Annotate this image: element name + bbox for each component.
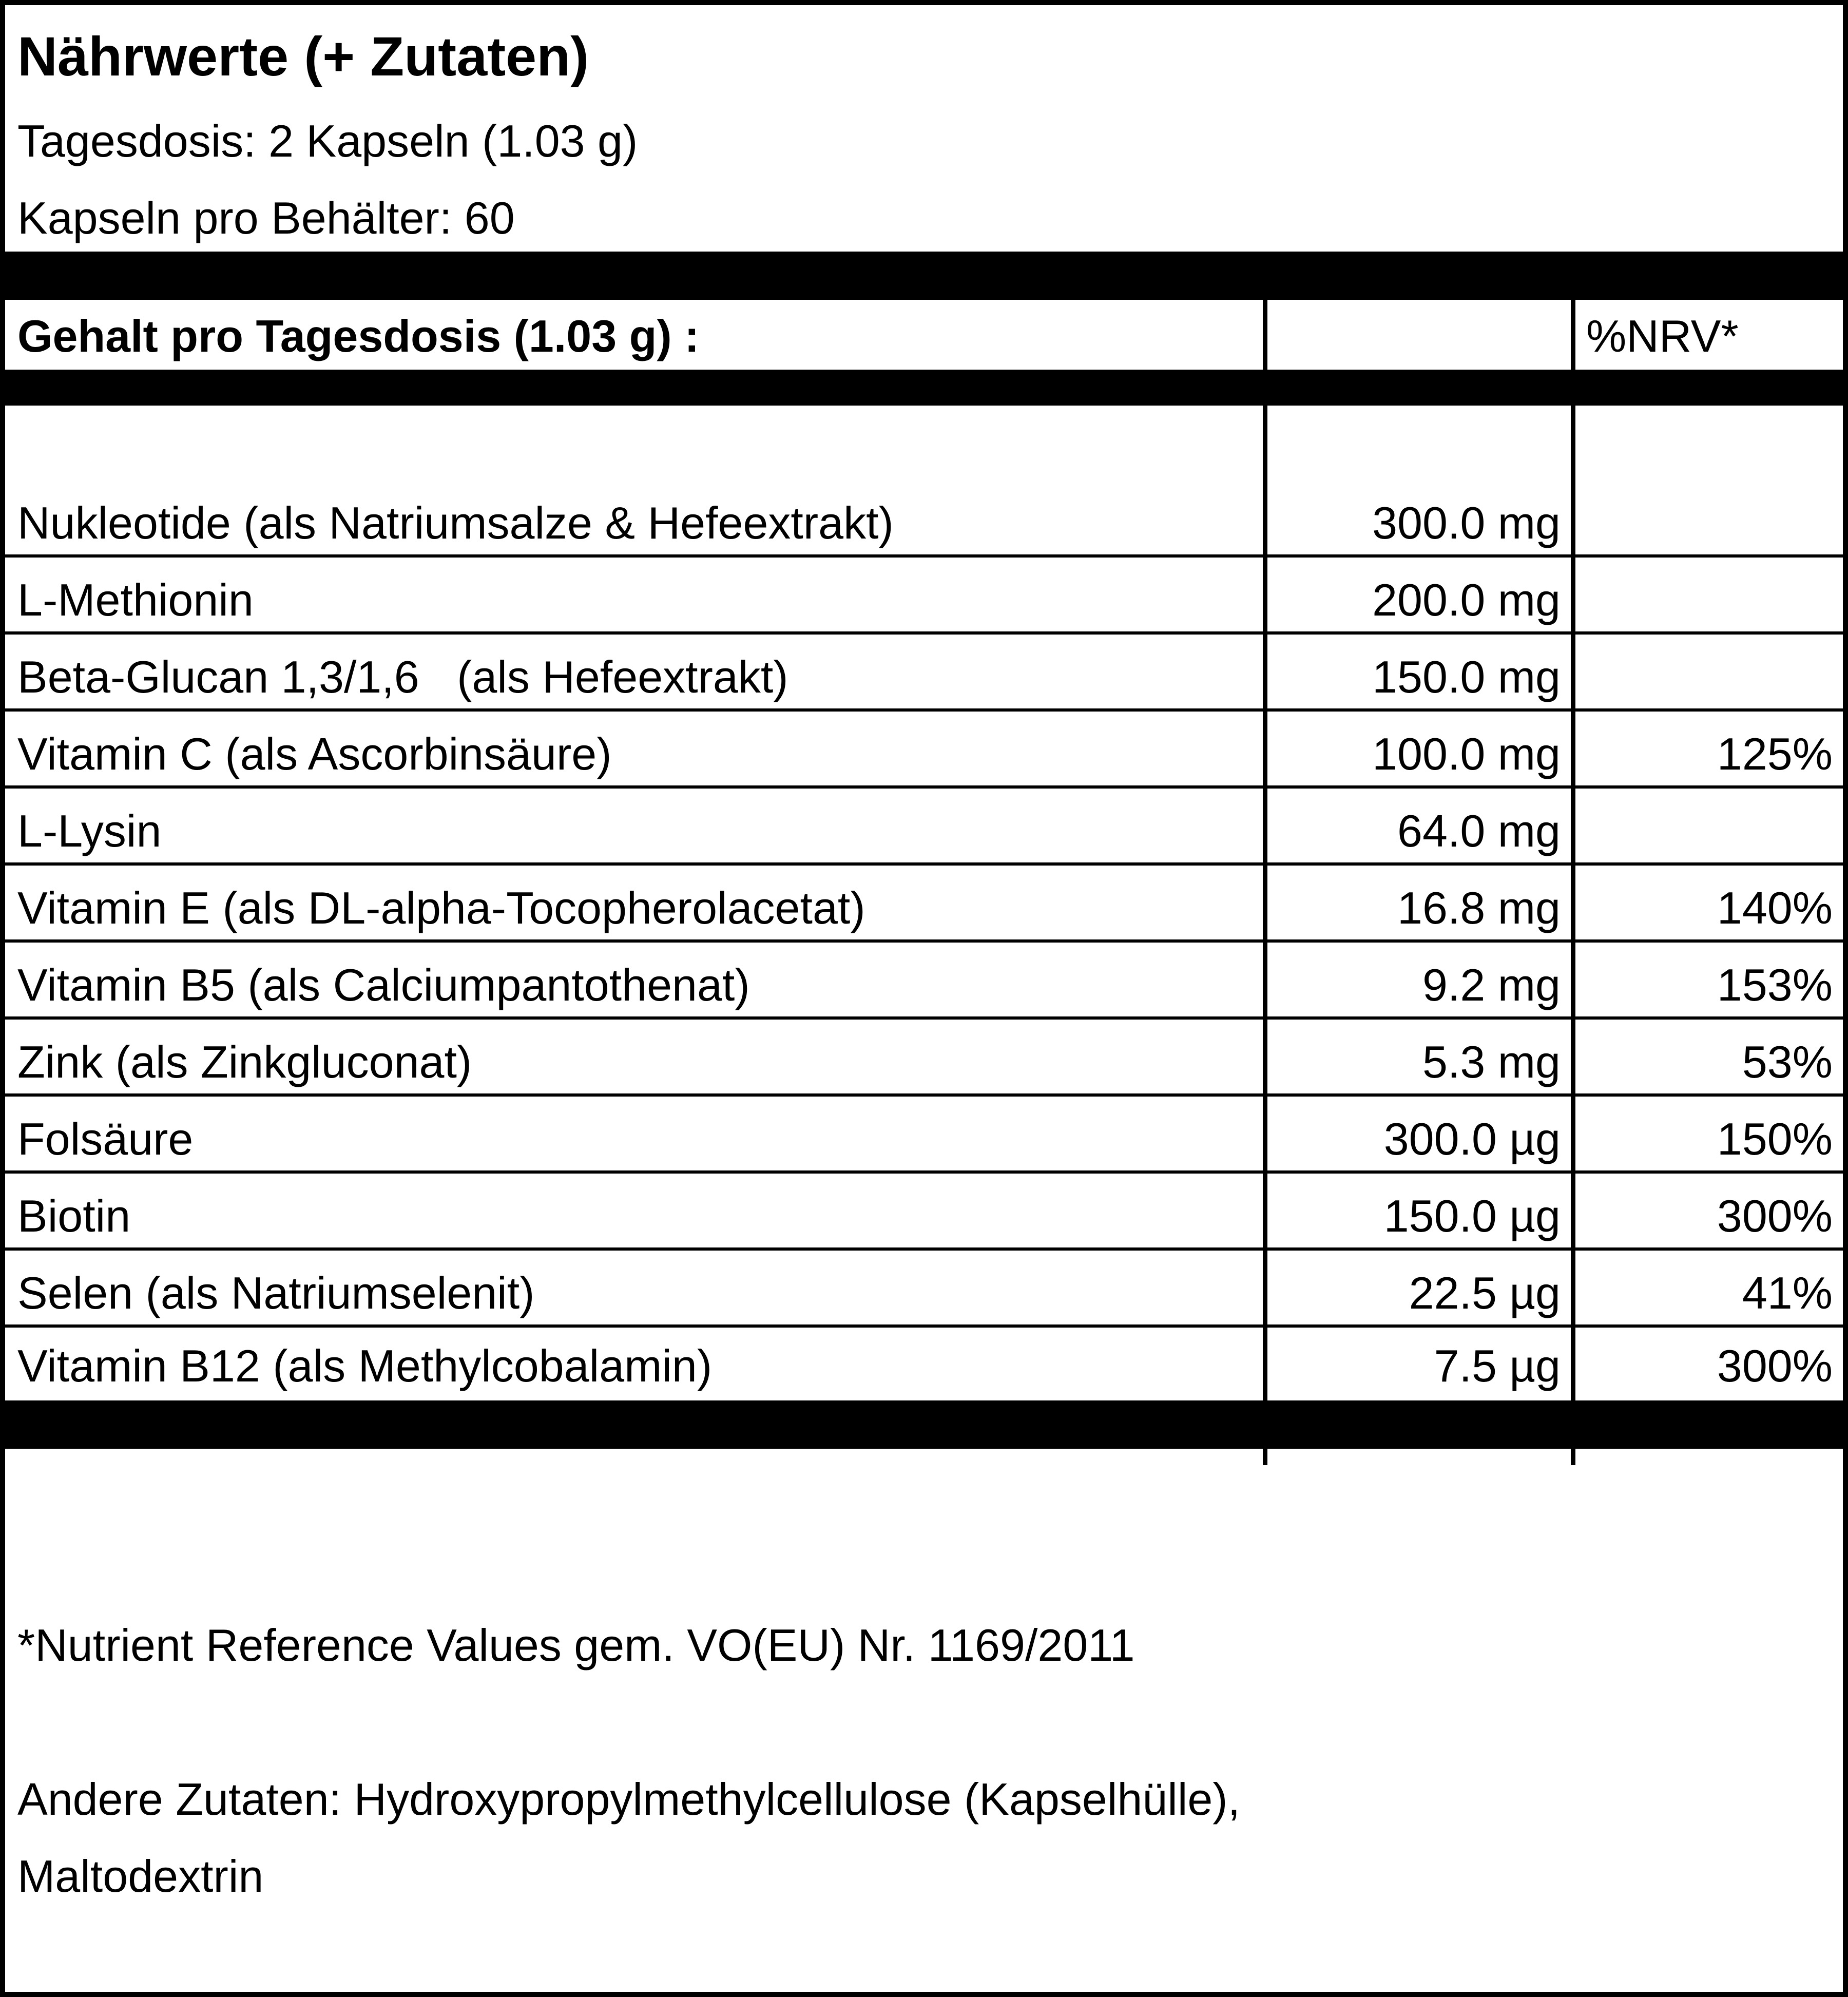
nutrient-nrv: 125% (1717, 728, 1833, 779)
divider-bar-top (0, 252, 1848, 300)
nutrient-amount: 5.3 mg (1422, 1036, 1561, 1087)
nrv-footnote: *Nutrient Reference Values gem. VO(EU) Nr. 1169/2011 (17, 1620, 1135, 1670)
nutrient-name: Nukleotide (als Natriumsalze & Hefeextrakt) (17, 497, 894, 548)
nutrient-name: Vitamin B12 (als Methylcobalamin) (17, 1340, 713, 1391)
nutrient-nrv: 300% (1717, 1190, 1833, 1241)
column-divider-stub (1263, 1448, 1267, 1465)
column-divider (1571, 404, 1575, 1401)
nutrient-amount: 64.0 mg (1397, 805, 1561, 856)
nutrient-name: Beta-Glucan 1,3/1,6 (als Hefeextrakt) (17, 651, 788, 702)
divider-bar-bottom (0, 1400, 1848, 1449)
nutrient-amount: 150.0 µg (1383, 1190, 1561, 1241)
daily-dose-text: Tagesdosis: 2 Kapseln (1.03 g) (17, 116, 638, 166)
nutrient-name: L-Methionin (17, 574, 254, 625)
column-divider (1263, 298, 1267, 371)
nutrient-amount: 300.0 mg (1372, 497, 1561, 548)
nutrient-nrv: 140% (1717, 882, 1833, 933)
nutrient-nrv: 153% (1717, 959, 1833, 1010)
nutrient-name: Vitamin C (als Ascorbinsäure) (17, 728, 612, 779)
nutrient-amount: 200.0 mg (1372, 574, 1561, 625)
capsules-per-container-text: Kapseln pro Behälter: 60 (17, 193, 515, 243)
nutrient-nrv: 150% (1717, 1113, 1833, 1164)
column-divider (1263, 404, 1267, 1401)
nutrient-nrv: 300% (1717, 1340, 1833, 1391)
column-divider (1571, 298, 1575, 371)
nutrient-name: L-Lysin (17, 805, 162, 856)
nutrient-amount: 150.0 mg (1372, 651, 1561, 702)
nutrient-amount: 100.0 mg (1372, 728, 1561, 779)
table-header-label: Gehalt pro Tagesdosis (1.03 g) : (17, 311, 700, 361)
nutrient-nrv: 53% (1742, 1036, 1833, 1087)
nutrient-name: Selen (als Natriumselenit) (17, 1268, 535, 1318)
nutrient-nrv: 41% (1742, 1268, 1833, 1318)
table-header-nrv: %NRV* (1586, 311, 1739, 361)
other-ingredients-line-1: Andere Zutaten: Hydroxypropylmethylcellulose (Kapselhülle), (17, 1774, 1241, 1825)
nutrient-amount: 7.5 µg (1434, 1340, 1561, 1391)
nutrient-name: Vitamin B5 (als Calciumpantothenat) (17, 959, 750, 1010)
nutrient-name: Biotin (17, 1190, 131, 1241)
nutrient-amount: 16.8 mg (1397, 882, 1561, 933)
label-title: Nährwerte (+ Zutaten) (17, 25, 589, 87)
nutrient-amount: 9.2 mg (1422, 959, 1561, 1010)
other-ingredients-line-2: Maltodextrin (17, 1851, 264, 1902)
nutrient-amount: 22.5 µg (1409, 1268, 1561, 1318)
nutrient-name: Vitamin E (als DL-alpha-Tocopherolacetat) (17, 882, 865, 933)
divider-bar-header (0, 370, 1848, 406)
nutrient-amount: 300.0 µg (1383, 1113, 1561, 1164)
nutrient-name: Zink (als Zinkgluconat) (17, 1036, 472, 1087)
column-divider-stub (1571, 1448, 1575, 1465)
nutrient-name: Folsäure (17, 1113, 194, 1164)
